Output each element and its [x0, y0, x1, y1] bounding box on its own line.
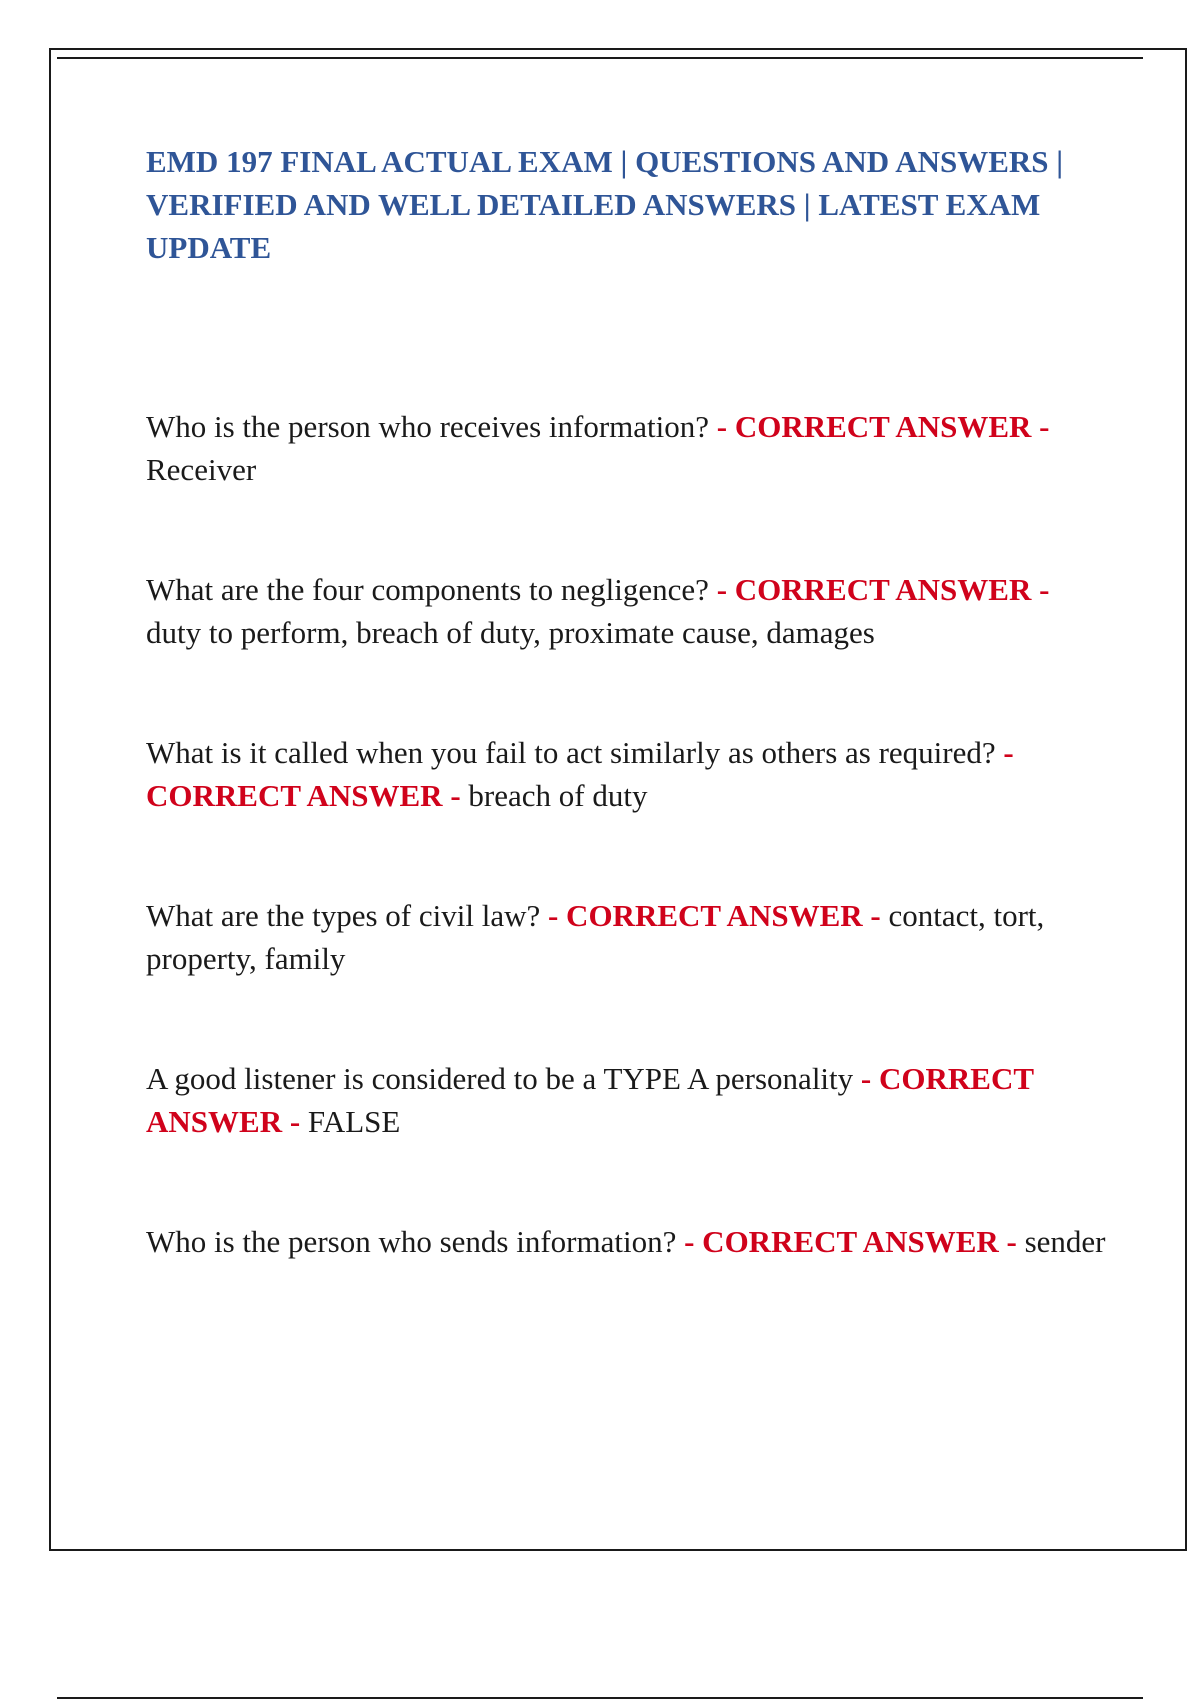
question-text: What are the four components to negligence? [146, 572, 709, 607]
qa-item [146, 1057, 1106, 1143]
correct-answer-label: - CORRECT ANSWER - [684, 1224, 1017, 1259]
question-text: Who is the person who receives information? [146, 409, 709, 444]
qa-item [146, 568, 1106, 654]
top-rule [57, 57, 1143, 59]
qa-item [146, 894, 1106, 980]
qa-item [146, 1220, 1106, 1263]
question-text: What are the types of civil law? [146, 898, 541, 933]
answer-text: breach of duty [468, 778, 648, 813]
correct-answer-label: - CORRECT ANSWER - [716, 572, 1050, 607]
answer-text: duty to perform, breach of duty, proximate cause, damages [146, 615, 875, 650]
question-text: What is it called when you fail to act similarly as others as required? [146, 735, 996, 770]
correct-answer-label: - CORRECT ANSWER - [547, 898, 881, 933]
qa-item [146, 405, 1106, 491]
answer-text: FALSE [307, 1104, 401, 1139]
answer-text: Receiver [146, 452, 257, 487]
correct-answer-label: - CORRECT ANSWER - [716, 409, 1050, 444]
qa-list [146, 405, 1106, 1340]
bottom-rule [57, 1697, 1143, 1699]
correct-answer-label: - CORRECT ANSWER - [146, 1061, 1034, 1139]
correct-answer-label: - CORRECT ANSWER - [146, 735, 1014, 813]
document-title: EMD 197 FINAL ACTUAL EXAM | QUESTIONS AND ANSWERS | VERIFIED AND WELL DETAILED ANSWERS | LATEST EXAM UPDATE [146, 144, 1064, 265]
answer-text: sender [1024, 1224, 1106, 1259]
qa-item [146, 731, 1106, 817]
answer-text: contact, tort, property, family [146, 898, 1045, 976]
question-text: Who is the person who sends information? [146, 1224, 677, 1259]
question-text: A good listener is considered to be a TYPE A personality [146, 1061, 854, 1096]
